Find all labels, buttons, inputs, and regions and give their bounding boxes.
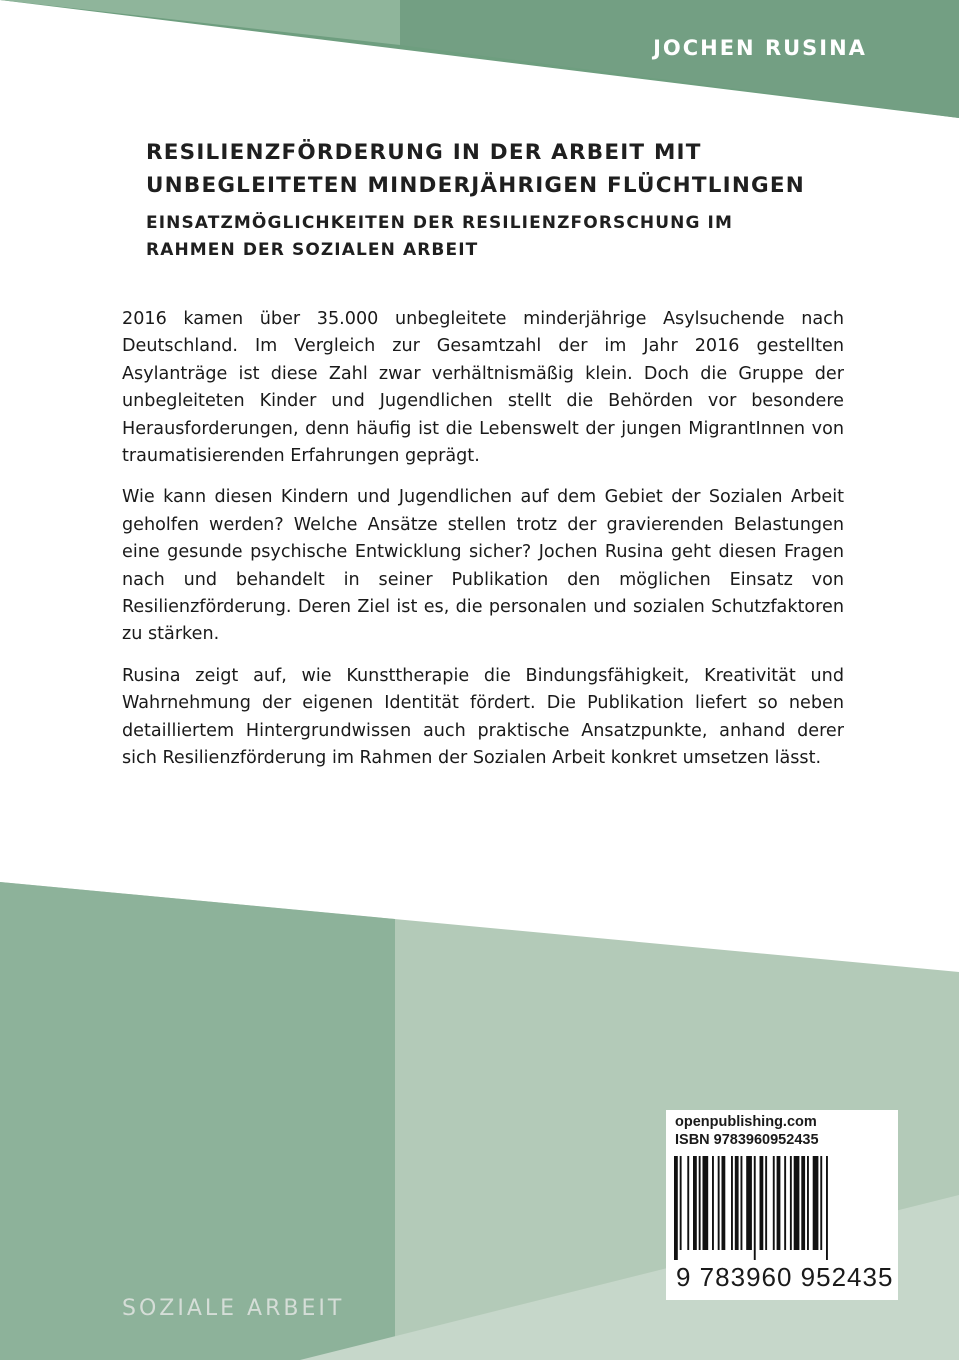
publisher-url: openpublishing.com (675, 1114, 817, 1130)
blurb (122, 306, 844, 787)
book-subtitle-line-2: RAHMEN DER SOZIALEN ARBEIT (146, 240, 479, 260)
book-title (146, 136, 846, 202)
barcode-bar (746, 1156, 752, 1250)
barcode-bar (760, 1156, 764, 1250)
blurb-paragraph-2: Wie kann diesen Kindern und Jugendlichen auf dem Gebiet der Sozialen Arbeit geholfen werden? Welche Ansätze stellen trotz der gravierenden Belastungen eine gesunde psychische Entwicklung sicher? Jochen Rusina geht diesen Fragen nach und behandelt in seiner Publikation den möglichen Einsatz von Resilienzförderung. Deren Ziel ist es, die personalen und sozialen Schutzfaktoren zu stärken. (122, 487, 844, 645)
barcode-bar (699, 1156, 701, 1250)
barcode-bar (754, 1156, 756, 1260)
barcode-bar (784, 1156, 786, 1250)
barcode-bar (674, 1156, 678, 1260)
blurb-paragraph-3: Rusina zeigt auf, wie Kunsttherapie die Bindungsfähigkeit, Kreativität und Wahrnehmung der eigenen Identität fördert. Die Publikation liefert so neben detailliertem Hintergrundwissen auch praktische Ansatzpunkte, anhand derer sich Resilienzförderung im Rahmen der Sozialen Arbeit konkret umsetzen lässt. (122, 665, 844, 769)
barcode-bar (813, 1156, 819, 1250)
series-name: SOZIALE ARBEIT (122, 1296, 345, 1321)
barcode-bar (718, 1156, 720, 1250)
top-band-light (0, 0, 400, 45)
barcode-bar (773, 1156, 775, 1250)
book-title-line-1: RESILIENZFÖRDERUNG IN DER ARBEIT MIT (146, 140, 702, 165)
isbn-label: ISBN 9783960952435 (675, 1132, 819, 1148)
isbn-barcode-panel (666, 1110, 898, 1300)
book-subtitle (146, 210, 846, 264)
barcode-bar (820, 1156, 822, 1250)
barcode-bar (801, 1156, 805, 1250)
barcode-bar (807, 1156, 809, 1250)
barcode-bar (765, 1156, 767, 1250)
barcode-bar (794, 1156, 800, 1250)
blurb-paragraph-1: 2016 kamen über 35.000 unbegleitete minderjährige Asylsuchende nach Deutschland. Im Vergleich zur Gesamtzahl der im Jahr 2016 gestellten Asylanträge ist diese Zahl zwar verhältnismäßig klein. Doch die Gruppe der unbegleiteten Kinder und Jugendlichen stellt die Behörden vor besondere Herausforderungen, denn häufig ist die Lebenswelt der jungen MigrantInnen von traumatisierenden Erfahrungen geprägt. (122, 309, 844, 467)
barcode-bar (826, 1156, 828, 1260)
book-title-line-2: UNBEGLEITETEN MINDERJÄHRIGEN FLÜCHTLINGEN (146, 173, 805, 198)
author-name: JOCHEN RUSINA (653, 36, 867, 60)
bottom-band-left (0, 882, 395, 1360)
barcode-bar (680, 1156, 682, 1250)
barcode-digits: 9 783960 952435 (676, 1262, 894, 1292)
book-subtitle-line-1: EINSATZMÖGLICHKEITEN DER RESILIENZFORSCHUNG IM (146, 213, 733, 233)
barcode-bar (731, 1156, 733, 1250)
barcode-bar (693, 1156, 697, 1250)
barcode-bar (777, 1156, 781, 1250)
barcode-bars (672, 1156, 894, 1260)
barcode-bar (735, 1156, 739, 1250)
barcode-bar (790, 1156, 792, 1250)
barcode-bar (741, 1156, 743, 1250)
barcode-bar (722, 1156, 726, 1250)
barcode-bar (687, 1156, 689, 1250)
barcode-bar (703, 1156, 709, 1250)
barcode-bar (712, 1156, 714, 1250)
